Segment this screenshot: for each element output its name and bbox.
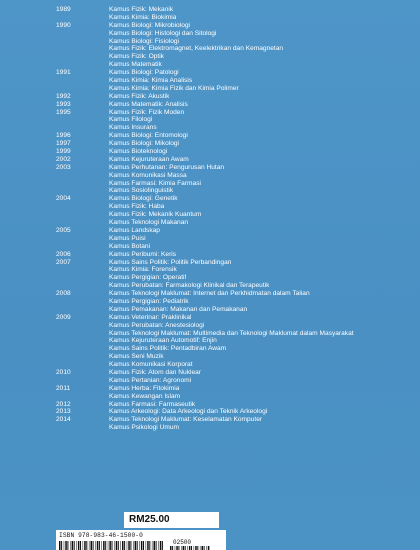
entry-year [56,187,109,195]
list-item [56,45,406,53]
entry-title: Kamus Landskap [109,226,160,234]
entry-year: 2009 [56,313,71,321]
entry-year: 2012 [56,400,71,408]
list-item [56,14,406,22]
list-item [56,195,406,203]
list-item [56,259,406,267]
entry-title: Kamus Fizik: Mekanik [109,6,174,13]
entry-year: 2011 [56,384,71,392]
entry-title: Kamus Sains Politik: Politik Perbandingan [109,258,232,266]
entry-title: Kamus Fizik: Akustik [109,92,170,100]
entry-title: Kamus Kimia: Biokimia [109,13,177,21]
entry-title: Kamus Kimia: Kimia Fizik dan Kimia Polimer [109,84,239,92]
barcode-bars [59,541,164,550]
list-item [56,101,406,109]
entry-title: Kamus Komunikasi Massa [109,171,187,179]
entry-title: Kamus Fizik: Haba [109,203,165,211]
entry-year: 1999 [56,148,71,156]
entry-year: 2008 [56,290,71,298]
entry-year: 2014 [56,416,71,424]
entry-year [56,85,109,93]
entry-title: Kamus Farmasi: Farmaseutik [109,400,196,408]
entry-year [56,124,109,132]
entry-title: Kamus Sosiolinguistik [109,187,174,195]
entry-year: 1995 [56,108,71,116]
entry-title: Kamus Kejuruteraan Awam [109,155,189,163]
entry-title: Kamus Peribumi: Keris [109,250,177,258]
entry-year [56,77,109,85]
entry-title: Kamus Biologi: Fisiologi [109,37,179,45]
entry-year [56,243,109,251]
list-item [56,211,406,219]
entry-title: Kamus Perhutanan: Pengurusan Hutan [109,163,225,171]
entry-title: Kamus Perubatan: Anestesiologi [109,321,205,329]
entry-year [56,38,109,46]
entry-year: 1997 [56,140,71,148]
entry-title: Kamus Biologi: Histologi dan Sitologi [109,29,217,37]
entry-title: Kamus Kejuruteraan Automotif: Enjin [109,337,217,345]
list-item [56,132,406,140]
entry-title: Kamus Pertanian: Agronomi [109,376,192,384]
entry-year [56,45,109,53]
entry-year [56,53,109,61]
publication-list [56,6,406,432]
list-item [56,156,406,164]
isbn-text: ISBN 978-983-46-1500-0 [59,532,143,539]
list-item [56,408,406,416]
list-item [56,330,406,338]
entry-year [56,116,109,124]
list-item [56,235,406,243]
entry-title: Kamus Sains Politik: Pentadbiran Awam [109,345,227,353]
entry-title: Kamus Teknologi Maklumat: Multimedia dan Teknologi Maklumat dalam Masyarakat [109,329,354,337]
barcode-label [56,530,226,550]
list-item [56,148,406,156]
entry-title: Kamus Biologi: Patologi [109,69,179,77]
list-item [56,93,406,101]
entry-year [56,393,109,401]
entry-title: Kamus Fizik: Atom dan Nuklear [109,368,201,376]
entry-title: Kamus Biologi: Mikrobiologi [109,21,190,29]
entry-title: Kamus Seni Muzik [109,353,164,361]
list-item [56,53,406,61]
list-item [56,227,406,235]
entry-year: 1989 [56,6,71,13]
entry-year [56,377,109,385]
entry-year [56,211,109,219]
entry-title: Kamus Biologi: Genetik [109,195,178,203]
list-item [56,361,406,369]
entry-year [56,30,109,38]
entry-title: Kamus Herba: Fitokimia [109,384,180,392]
list-item [56,140,406,148]
entry-year [56,353,109,361]
entry-title: Kamus Kimia: Forensik [109,266,177,274]
list-item [56,353,406,361]
barcode-code: 02500 [173,539,192,546]
entry-title: Kamus Fizik: Mekanik Kuantum [109,211,202,219]
list-item [56,77,406,85]
list-item [56,401,406,409]
list-item [56,298,406,306]
entry-year [56,61,109,69]
entry-title: Kamus Komunikasi Korporat [109,361,193,369]
list-item [56,385,406,393]
entry-title: Kamus Psikologi Umum [109,424,179,432]
entry-year: 1990 [56,21,71,29]
supplement-barcode-bars [170,546,210,550]
entry-year [56,274,109,282]
list-item [56,322,406,330]
entry-title: Kamus Matematik: Analisis [109,100,188,108]
list-item [56,306,406,314]
list-item [56,109,406,117]
list-item [56,30,406,38]
list-item [56,172,406,180]
entry-year: 2007 [56,258,71,266]
price-label: RM25.00 [129,514,170,525]
entry-title: Kamus Puisi [109,234,146,242]
entry-year: 1996 [56,132,71,140]
entry-title: Kamus Pergigian: Pediatrik [109,297,189,305]
entry-title: Kamus Biologi: Entomologi [109,132,188,140]
entry-title: Kamus Filologi [109,116,153,124]
entry-year [56,345,109,353]
entry-year [56,172,109,180]
list-item [56,282,406,290]
entry-title: Kamus Arkeologi: Data Arkeologi dan Teknik Arkeologi [109,408,268,416]
list-item [56,393,406,401]
list-item [56,180,406,188]
entry-year: 1993 [56,100,71,108]
entry-year [56,322,109,330]
list-item [56,337,406,345]
list-item [56,377,406,385]
entry-year [56,306,109,314]
entry-year: 2010 [56,368,71,376]
entry-title: Kamus Bioteknologi [109,148,168,156]
entry-title: Kamus Fizik: Optik [109,53,164,61]
list-item [56,274,406,282]
entry-year [56,361,109,369]
list-item [56,243,406,251]
entry-title: Kamus Fizik: Elektromagnet, Keelektrikan dan Kemagnetan [109,45,284,53]
list-item [56,187,406,195]
entry-year [56,330,109,338]
entry-year [56,235,109,243]
entry-year: 2003 [56,163,71,171]
list-item [56,164,406,172]
entry-title: Kamus Biologi: Mikologi [109,140,179,148]
list-item [56,124,406,132]
list-item [56,69,406,77]
entry-year [56,203,109,211]
entry-title: Kamus Kimia: Kimia Analisis [109,77,193,85]
entry-year [56,337,109,345]
list-item [56,219,406,227]
entry-year: 2002 [56,155,71,163]
entry-title: Kamus Kewangan Islam [109,392,181,400]
entry-title: Kamus Botani [109,242,151,250]
list-item [56,424,406,432]
entry-title: Kamus Farmasi: Kimia Farmasi [109,179,201,187]
entry-title: Kamus Veterinar: Praklinikal [109,313,192,321]
list-item [56,6,406,14]
entry-title: Kamus Pemakanan: Makanan dan Pemakanan [109,305,248,313]
entry-year [56,219,109,227]
entry-year: 2004 [56,195,71,203]
entry-title: Kamus Pergigian: Operatif [109,274,187,282]
entry-year [56,282,109,290]
entry-year [56,298,109,306]
list-item [56,203,406,211]
list-item [56,61,406,69]
price-sticker [124,512,219,528]
entry-year [56,180,109,188]
list-item [56,22,406,30]
list-item [56,314,406,322]
list-item [56,290,406,298]
entry-year: 2013 [56,408,71,416]
list-item [56,85,406,93]
entry-year [56,424,109,432]
entry-title: Kamus Perubatan: Farmakologi Klinikal dan Terapeutik [109,282,270,290]
list-item [56,345,406,353]
list-item [56,369,406,377]
entry-title: Kamus Teknologi Makanan [109,219,189,227]
list-item [56,116,406,124]
entry-title: Kamus Matematik [109,61,162,69]
list-item [56,38,406,46]
entry-year: 1991 [56,69,71,77]
entry-title: Kamus Teknologi Maklumat: Keselamatan Komputer [109,416,263,424]
entry-year: 2005 [56,226,71,234]
entry-title: Kamus Teknologi Maklumat: Internet dan Perkhidmatan dalam Talian [109,290,310,298]
entry-year: 1992 [56,92,71,100]
entry-title: Kamus Fizik: Fizik Moden [109,108,185,116]
entry-year: 2006 [56,250,71,258]
entry-title: Kamus Insurans [109,124,157,132]
entry-year [56,266,109,274]
entry-year [56,14,109,22]
list-item [56,266,406,274]
list-item [56,251,406,259]
list-item [56,416,406,424]
